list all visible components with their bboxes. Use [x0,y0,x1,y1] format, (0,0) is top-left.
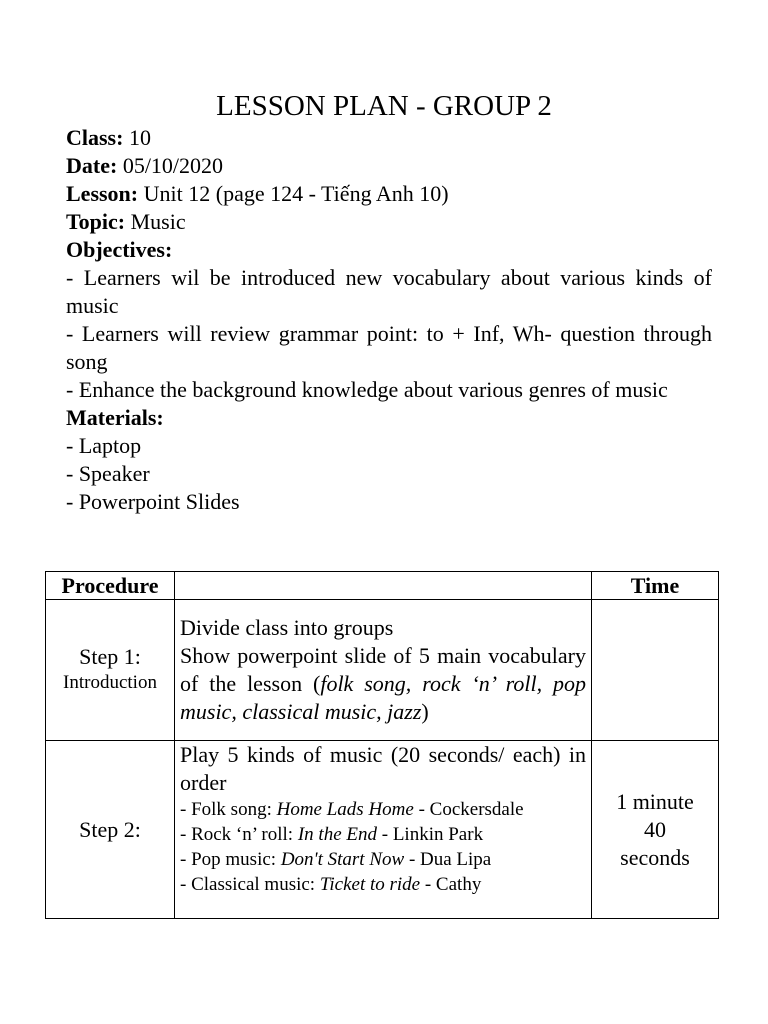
procedure-table [45,571,719,919]
material-item: - Speaker [66,461,150,486]
class-label: Class: [66,125,124,150]
objective-item: - Enhance the background knowledge about various genres of music [66,377,668,402]
step2-label: Step 2: [79,816,141,842]
date-line [66,152,712,180]
step1-line1: Divide class into groups [180,615,394,640]
table-row-step1 [46,600,719,741]
song-item: - Folk song: Home Lads Home - Cockersdale [180,799,524,820]
objective-item: - Learners will review grammar point: to + Inf, Wh- question through song [66,321,712,374]
material-item: - Laptop [66,433,142,458]
step2-time-line2: 40 [644,816,666,842]
objective-item: - Learners wil be introduced new vocabulary about various kinds of music [66,265,712,318]
step2-content-cell [175,741,592,919]
song-item: - Classical music: Ticket to ride - Cathy [180,874,482,895]
topic-value: Music [130,209,186,234]
step2-time-line3: seconds [620,844,690,870]
header-content [175,572,592,600]
material-item: - Powerpoint Slides [66,489,240,514]
date-value: 05/10/2020 [122,153,224,178]
step2-intro: Play 5 kinds of music (20 seconds/ each) in order [180,742,586,795]
document-title: LESSON PLAN - GROUP 2 [216,90,552,122]
date-label: Date: [66,153,118,178]
step1-sublabel: Introduction [63,672,157,693]
step1-time-cell [592,600,719,741]
step1-content-cell [175,600,592,741]
step1-label: Step 1: [79,644,141,669]
step1-vocab-list: folk song, rock ‘n’ roll, pop music, classical music, jazz [180,671,586,724]
objectives-heading: Objectives: [66,237,173,262]
class-value: 10 [128,125,151,150]
header-procedure: Procedure [46,572,175,600]
lesson-line [66,180,712,208]
class-line [66,124,712,152]
step2-label-cell [46,741,175,919]
table-row-step2 [46,741,719,919]
header-time: Time [592,572,719,600]
step1-label-cell [46,600,175,741]
topic-line [66,208,712,236]
step2-time-cell [592,741,719,919]
materials-heading: Materials: [66,405,164,430]
lesson-value: Unit 12 (page 124 - Tiếng Anh 10) [143,181,449,206]
step2-time-line1: 1 minute [616,788,694,814]
step1-line2: Show powerpoint slide of 5 main vocabulary of the lesson (folk song, rock ‘n’ roll, pop music, classical music, jazz) [180,643,586,724]
lesson-info [66,124,712,516]
table-header-row [46,572,719,600]
song-item: - Pop music: Don't Start Now - Dua Lipa [180,849,492,870]
song-item: - Rock ‘n’ roll: In the End - Linkin Park [180,824,484,845]
lesson-label: Lesson: [66,181,139,206]
topic-label: Topic: [66,209,126,234]
